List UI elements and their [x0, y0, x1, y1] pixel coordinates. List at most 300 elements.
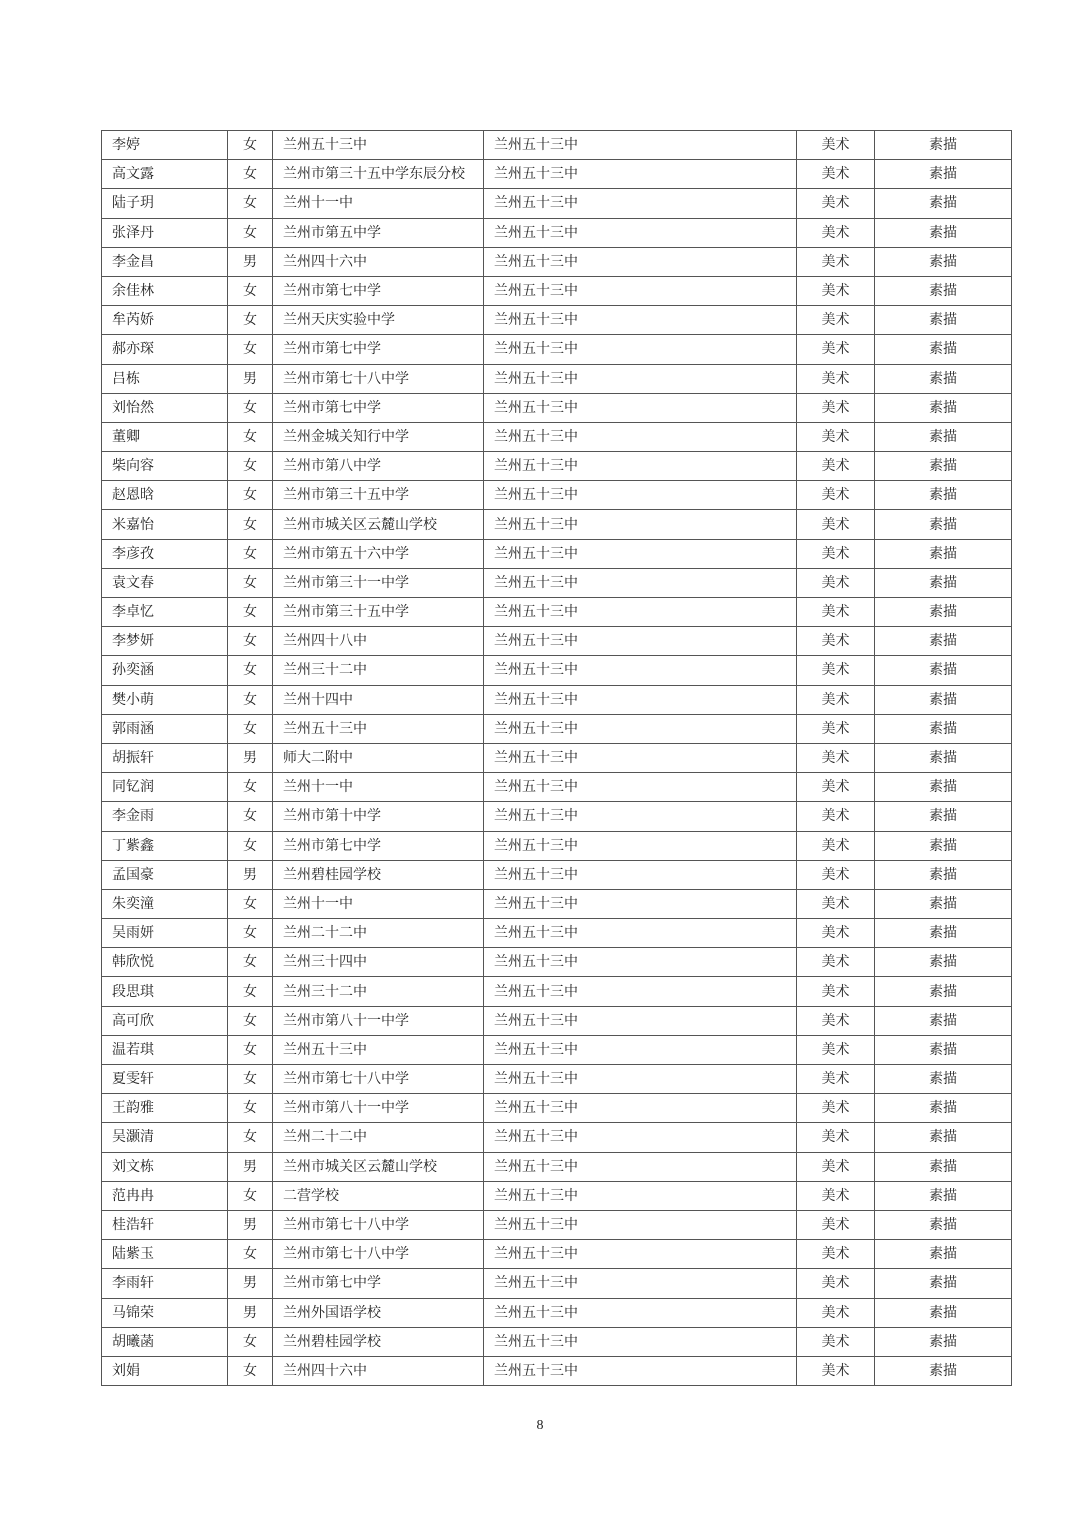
cell-school: 兰州碧桂园学校	[273, 860, 484, 889]
cell-school: 兰州市第三十五中学	[273, 481, 484, 510]
cell-item: 素描	[875, 189, 1012, 218]
cell-subject: 美术	[797, 919, 875, 948]
cell-exam-site: 兰州五十三中	[484, 743, 797, 772]
cell-school: 兰州十一中	[273, 773, 484, 802]
cell-school: 兰州市城关区云麓山学校	[273, 1152, 484, 1181]
cell-gender: 女	[228, 627, 273, 656]
cell-gender: 女	[228, 1065, 273, 1094]
cell-item: 素描	[875, 977, 1012, 1006]
cell-subject: 美术	[797, 306, 875, 335]
table-row	[102, 977, 1012, 1006]
cell-gender: 女	[228, 422, 273, 451]
cell-school: 兰州金城关知行中学	[273, 422, 484, 451]
cell-school: 兰州五十三中	[273, 714, 484, 743]
cell-subject: 美术	[797, 276, 875, 305]
cell-item: 素描	[875, 685, 1012, 714]
cell-item: 素描	[875, 335, 1012, 364]
cell-exam-site: 兰州五十三中	[484, 598, 797, 627]
table-row	[102, 160, 1012, 189]
cell-item: 素描	[875, 1065, 1012, 1094]
cell-item: 素描	[875, 948, 1012, 977]
cell-exam-site: 兰州五十三中	[484, 335, 797, 364]
cell-school: 兰州十一中	[273, 189, 484, 218]
cell-exam-site: 兰州五十三中	[484, 276, 797, 305]
cell-subject: 美术	[797, 1210, 875, 1239]
cell-gender: 女	[228, 1123, 273, 1152]
cell-item: 素描	[875, 743, 1012, 772]
cell-school: 兰州市第三十五中学	[273, 598, 484, 627]
cell-subject: 美术	[797, 773, 875, 802]
cell-subject: 美术	[797, 656, 875, 685]
cell-subject: 美术	[797, 627, 875, 656]
cell-item: 素描	[875, 131, 1012, 160]
table-row	[102, 306, 1012, 335]
cell-gender: 女	[228, 335, 273, 364]
table-row	[102, 860, 1012, 889]
cell-name: 柴向容	[102, 452, 228, 481]
cell-subject: 美术	[797, 1327, 875, 1356]
cell-school: 兰州市第七十八中学	[273, 364, 484, 393]
table-row	[102, 802, 1012, 831]
cell-name: 牟芮娇	[102, 306, 228, 335]
cell-gender: 男	[228, 364, 273, 393]
cell-name: 郝亦琛	[102, 335, 228, 364]
cell-gender: 男	[228, 247, 273, 276]
table-row	[102, 1181, 1012, 1210]
cell-item: 素描	[875, 568, 1012, 597]
cell-name: 朱奕潼	[102, 889, 228, 918]
cell-school: 兰州二十二中	[273, 1123, 484, 1152]
table-row	[102, 539, 1012, 568]
cell-gender: 女	[228, 306, 273, 335]
cell-exam-site: 兰州五十三中	[484, 1006, 797, 1035]
cell-name: 袁文春	[102, 568, 228, 597]
roster-body	[102, 131, 1012, 1386]
cell-school: 兰州四十八中	[273, 627, 484, 656]
cell-item: 素描	[875, 306, 1012, 335]
cell-school: 兰州市第八十一中学	[273, 1006, 484, 1035]
cell-name: 胡曦菡	[102, 1327, 228, 1356]
cell-school: 兰州市第七中学	[273, 1269, 484, 1298]
cell-name: 郭雨涵	[102, 714, 228, 743]
table-row	[102, 393, 1012, 422]
cell-subject: 美术	[797, 422, 875, 451]
cell-subject: 美术	[797, 452, 875, 481]
cell-subject: 美术	[797, 510, 875, 539]
cell-gender: 女	[228, 1356, 273, 1385]
cell-gender: 女	[228, 568, 273, 597]
cell-name: 李卓忆	[102, 598, 228, 627]
cell-subject: 美术	[797, 1356, 875, 1385]
cell-gender: 女	[228, 656, 273, 685]
cell-gender: 女	[228, 1094, 273, 1123]
table-row	[102, 335, 1012, 364]
cell-school: 兰州市第五中学	[273, 218, 484, 247]
cell-gender: 女	[228, 1240, 273, 1269]
cell-name: 同钇润	[102, 773, 228, 802]
cell-subject: 美术	[797, 860, 875, 889]
cell-exam-site: 兰州五十三中	[484, 1298, 797, 1327]
cell-subject: 美术	[797, 743, 875, 772]
cell-gender: 女	[228, 1006, 273, 1035]
cell-exam-site: 兰州五十三中	[484, 773, 797, 802]
cell-school: 兰州市第七中学	[273, 276, 484, 305]
cell-name: 高文露	[102, 160, 228, 189]
cell-subject: 美术	[797, 948, 875, 977]
cell-item: 素描	[875, 393, 1012, 422]
cell-item: 素描	[875, 860, 1012, 889]
cell-exam-site: 兰州五十三中	[484, 1269, 797, 1298]
cell-gender: 女	[228, 1181, 273, 1210]
table-row	[102, 743, 1012, 772]
cell-school: 兰州四十六中	[273, 1356, 484, 1385]
cell-school: 兰州十一中	[273, 889, 484, 918]
cell-subject: 美术	[797, 1181, 875, 1210]
page-number: 8	[536, 1418, 544, 1433]
cell-name: 刘怡然	[102, 393, 228, 422]
table-row	[102, 656, 1012, 685]
cell-gender: 女	[228, 714, 273, 743]
cell-name: 桂浩轩	[102, 1210, 228, 1239]
cell-gender: 女	[228, 1035, 273, 1064]
cell-subject: 美术	[797, 685, 875, 714]
cell-exam-site: 兰州五十三中	[484, 889, 797, 918]
table-row	[102, 568, 1012, 597]
cell-gender: 男	[228, 1152, 273, 1181]
cell-subject: 美术	[797, 1065, 875, 1094]
cell-name: 刘文栋	[102, 1152, 228, 1181]
cell-exam-site: 兰州五十三中	[484, 831, 797, 860]
cell-school: 兰州市第七中学	[273, 831, 484, 860]
cell-subject: 美术	[797, 889, 875, 918]
cell-item: 素描	[875, 919, 1012, 948]
table-row	[102, 1298, 1012, 1327]
table-row	[102, 1152, 1012, 1181]
cell-name: 董卿	[102, 422, 228, 451]
cell-name: 高可欣	[102, 1006, 228, 1035]
cell-gender: 女	[228, 276, 273, 305]
table-row	[102, 831, 1012, 860]
table-row	[102, 598, 1012, 627]
cell-gender: 女	[228, 977, 273, 1006]
cell-exam-site: 兰州五十三中	[484, 1035, 797, 1064]
cell-subject: 美术	[797, 1298, 875, 1327]
cell-gender: 男	[228, 743, 273, 772]
cell-school: 兰州碧桂园学校	[273, 1327, 484, 1356]
cell-school: 兰州十四中	[273, 685, 484, 714]
cell-exam-site: 兰州五十三中	[484, 1123, 797, 1152]
cell-item: 素描	[875, 510, 1012, 539]
cell-name: 吴雨妍	[102, 919, 228, 948]
cell-item: 素描	[875, 598, 1012, 627]
cell-school: 兰州市城关区云麓山学校	[273, 510, 484, 539]
cell-exam-site: 兰州五十三中	[484, 860, 797, 889]
cell-item: 素描	[875, 1327, 1012, 1356]
cell-exam-site: 兰州五十三中	[484, 481, 797, 510]
table-row	[102, 627, 1012, 656]
table-row	[102, 276, 1012, 305]
cell-gender: 女	[228, 919, 273, 948]
cell-name: 范冉冉	[102, 1181, 228, 1210]
cell-exam-site: 兰州五十三中	[484, 1065, 797, 1094]
cell-gender: 女	[228, 393, 273, 422]
cell-school: 二营学校	[273, 1181, 484, 1210]
cell-exam-site: 兰州五十三中	[484, 714, 797, 743]
cell-school: 兰州市第七十八中学	[273, 1210, 484, 1239]
cell-item: 素描	[875, 627, 1012, 656]
cell-item: 素描	[875, 1181, 1012, 1210]
cell-subject: 美术	[797, 977, 875, 1006]
cell-gender: 女	[228, 131, 273, 160]
cell-name: 陆紫玉	[102, 1240, 228, 1269]
cell-gender: 男	[228, 860, 273, 889]
cell-school: 兰州外国语学校	[273, 1298, 484, 1327]
table-row	[102, 1327, 1012, 1356]
table-row	[102, 1269, 1012, 1298]
cell-item: 素描	[875, 1094, 1012, 1123]
cell-school: 兰州市第八十一中学	[273, 1094, 484, 1123]
cell-name: 丁紫鑫	[102, 831, 228, 860]
cell-name: 李彦孜	[102, 539, 228, 568]
cell-gender: 女	[228, 685, 273, 714]
cell-subject: 美术	[797, 1240, 875, 1269]
table-row	[102, 889, 1012, 918]
cell-subject: 美术	[797, 1269, 875, 1298]
cell-subject: 美术	[797, 189, 875, 218]
cell-exam-site: 兰州五十三中	[484, 452, 797, 481]
cell-item: 素描	[875, 831, 1012, 860]
cell-exam-site: 兰州五十三中	[484, 306, 797, 335]
cell-exam-site: 兰州五十三中	[484, 1181, 797, 1210]
cell-school: 兰州三十四中	[273, 948, 484, 977]
table-row	[102, 1240, 1012, 1269]
cell-exam-site: 兰州五十三中	[484, 919, 797, 948]
cell-gender: 女	[228, 160, 273, 189]
cell-school: 兰州天庆实验中学	[273, 306, 484, 335]
cell-gender: 女	[228, 802, 273, 831]
cell-exam-site: 兰州五十三中	[484, 685, 797, 714]
cell-subject: 美术	[797, 160, 875, 189]
table-row	[102, 685, 1012, 714]
cell-exam-site: 兰州五十三中	[484, 247, 797, 276]
cell-school: 兰州三十二中	[273, 656, 484, 685]
cell-exam-site: 兰州五十三中	[484, 802, 797, 831]
cell-subject: 美术	[797, 131, 875, 160]
cell-exam-site: 兰州五十三中	[484, 1327, 797, 1356]
cell-item: 素描	[875, 714, 1012, 743]
cell-exam-site: 兰州五十三中	[484, 160, 797, 189]
cell-school: 兰州二十二中	[273, 919, 484, 948]
table-row	[102, 919, 1012, 948]
cell-name: 李金昌	[102, 247, 228, 276]
cell-item: 素描	[875, 1152, 1012, 1181]
cell-name: 李梦妍	[102, 627, 228, 656]
table-row	[102, 1006, 1012, 1035]
cell-exam-site: 兰州五十三中	[484, 189, 797, 218]
cell-subject: 美术	[797, 335, 875, 364]
cell-name: 米嘉怡	[102, 510, 228, 539]
cell-exam-site: 兰州五十三中	[484, 131, 797, 160]
cell-item: 素描	[875, 1123, 1012, 1152]
cell-subject: 美术	[797, 831, 875, 860]
table-row	[102, 714, 1012, 743]
cell-item: 素描	[875, 422, 1012, 451]
table-row	[102, 247, 1012, 276]
cell-gender: 女	[228, 510, 273, 539]
cell-subject: 美术	[797, 598, 875, 627]
cell-name: 段思琪	[102, 977, 228, 1006]
cell-name: 王韵雅	[102, 1094, 228, 1123]
student-roster-table	[101, 130, 1012, 1386]
cell-subject: 美术	[797, 1152, 875, 1181]
cell-school: 兰州市第七十八中学	[273, 1065, 484, 1094]
cell-name: 孟国豪	[102, 860, 228, 889]
cell-name: 夏雯轩	[102, 1065, 228, 1094]
cell-name: 赵恩晗	[102, 481, 228, 510]
cell-name: 樊小萌	[102, 685, 228, 714]
cell-gender: 女	[228, 773, 273, 802]
cell-item: 素描	[875, 1269, 1012, 1298]
cell-item: 素描	[875, 218, 1012, 247]
cell-subject: 美术	[797, 802, 875, 831]
cell-item: 素描	[875, 889, 1012, 918]
cell-subject: 美术	[797, 247, 875, 276]
cell-exam-site: 兰州五十三中	[484, 948, 797, 977]
cell-item: 素描	[875, 452, 1012, 481]
cell-school: 兰州市第三十五中学东辰分校	[273, 160, 484, 189]
cell-gender: 男	[228, 1210, 273, 1239]
cell-name: 吴灏清	[102, 1123, 228, 1152]
table-row	[102, 1094, 1012, 1123]
cell-subject: 美术	[797, 364, 875, 393]
cell-name: 陆子玥	[102, 189, 228, 218]
cell-item: 素描	[875, 1240, 1012, 1269]
cell-gender: 女	[228, 218, 273, 247]
cell-subject: 美术	[797, 539, 875, 568]
cell-school: 兰州市第三十一中学	[273, 568, 484, 597]
cell-item: 素描	[875, 481, 1012, 510]
cell-gender: 女	[228, 598, 273, 627]
table-row	[102, 481, 1012, 510]
cell-exam-site: 兰州五十三中	[484, 364, 797, 393]
cell-name: 孙奕涵	[102, 656, 228, 685]
cell-exam-site: 兰州五十三中	[484, 568, 797, 597]
cell-school: 兰州市第七中学	[273, 393, 484, 422]
table-row	[102, 1210, 1012, 1239]
cell-exam-site: 兰州五十三中	[484, 510, 797, 539]
cell-exam-site: 兰州五十三中	[484, 393, 797, 422]
cell-name: 韩欣悦	[102, 948, 228, 977]
table-row	[102, 510, 1012, 539]
cell-item: 素描	[875, 802, 1012, 831]
cell-gender: 女	[228, 481, 273, 510]
cell-item: 素描	[875, 1006, 1012, 1035]
cell-exam-site: 兰州五十三中	[484, 1152, 797, 1181]
cell-school: 兰州三十二中	[273, 977, 484, 1006]
cell-item: 素描	[875, 1210, 1012, 1239]
table-row	[102, 948, 1012, 977]
cell-item: 素描	[875, 1356, 1012, 1385]
cell-gender: 女	[228, 452, 273, 481]
cell-gender: 女	[228, 889, 273, 918]
cell-school: 兰州四十六中	[273, 247, 484, 276]
cell-item: 素描	[875, 247, 1012, 276]
cell-gender: 女	[228, 948, 273, 977]
table-row	[102, 218, 1012, 247]
cell-gender: 男	[228, 1269, 273, 1298]
cell-school: 兰州市第八中学	[273, 452, 484, 481]
cell-exam-site: 兰州五十三中	[484, 627, 797, 656]
cell-exam-site: 兰州五十三中	[484, 1240, 797, 1269]
cell-exam-site: 兰州五十三中	[484, 1356, 797, 1385]
cell-subject: 美术	[797, 1035, 875, 1064]
cell-name: 李婷	[102, 131, 228, 160]
cell-subject: 美术	[797, 1006, 875, 1035]
cell-gender: 女	[228, 831, 273, 860]
cell-exam-site: 兰州五十三中	[484, 218, 797, 247]
cell-name: 李金雨	[102, 802, 228, 831]
table-row	[102, 452, 1012, 481]
cell-school: 兰州五十三中	[273, 1035, 484, 1064]
table-row	[102, 1065, 1012, 1094]
cell-name: 李雨轩	[102, 1269, 228, 1298]
cell-name: 胡振轩	[102, 743, 228, 772]
table-row	[102, 1123, 1012, 1152]
cell-gender: 女	[228, 539, 273, 568]
cell-name: 温若琪	[102, 1035, 228, 1064]
cell-school: 兰州市第七十八中学	[273, 1240, 484, 1269]
cell-name: 刘娟	[102, 1356, 228, 1385]
table-row	[102, 1035, 1012, 1064]
cell-gender: 女	[228, 1327, 273, 1356]
cell-school: 兰州市第七中学	[273, 335, 484, 364]
cell-name: 余佳林	[102, 276, 228, 305]
table-row	[102, 189, 1012, 218]
cell-exam-site: 兰州五十三中	[484, 1210, 797, 1239]
cell-item: 素描	[875, 1035, 1012, 1064]
cell-subject: 美术	[797, 393, 875, 422]
table-row	[102, 364, 1012, 393]
table-row	[102, 1356, 1012, 1385]
cell-item: 素描	[875, 656, 1012, 685]
cell-item: 素描	[875, 276, 1012, 305]
cell-subject: 美术	[797, 218, 875, 247]
table-row	[102, 422, 1012, 451]
cell-exam-site: 兰州五十三中	[484, 422, 797, 451]
cell-gender: 女	[228, 189, 273, 218]
cell-name: 张泽丹	[102, 218, 228, 247]
cell-gender: 男	[228, 1298, 273, 1327]
cell-subject: 美术	[797, 1123, 875, 1152]
cell-exam-site: 兰州五十三中	[484, 539, 797, 568]
cell-item: 素描	[875, 364, 1012, 393]
cell-school: 兰州五十三中	[273, 131, 484, 160]
cell-subject: 美术	[797, 714, 875, 743]
cell-exam-site: 兰州五十三中	[484, 1094, 797, 1123]
cell-item: 素描	[875, 773, 1012, 802]
cell-subject: 美术	[797, 481, 875, 510]
cell-school: 兰州市第十中学	[273, 802, 484, 831]
cell-school: 师大二附中	[273, 743, 484, 772]
cell-item: 素描	[875, 160, 1012, 189]
cell-school: 兰州市第五十六中学	[273, 539, 484, 568]
cell-exam-site: 兰州五十三中	[484, 977, 797, 1006]
cell-exam-site: 兰州五十三中	[484, 656, 797, 685]
table-row	[102, 131, 1012, 160]
table-row	[102, 773, 1012, 802]
cell-name: 吕栋	[102, 364, 228, 393]
cell-subject: 美术	[797, 1094, 875, 1123]
